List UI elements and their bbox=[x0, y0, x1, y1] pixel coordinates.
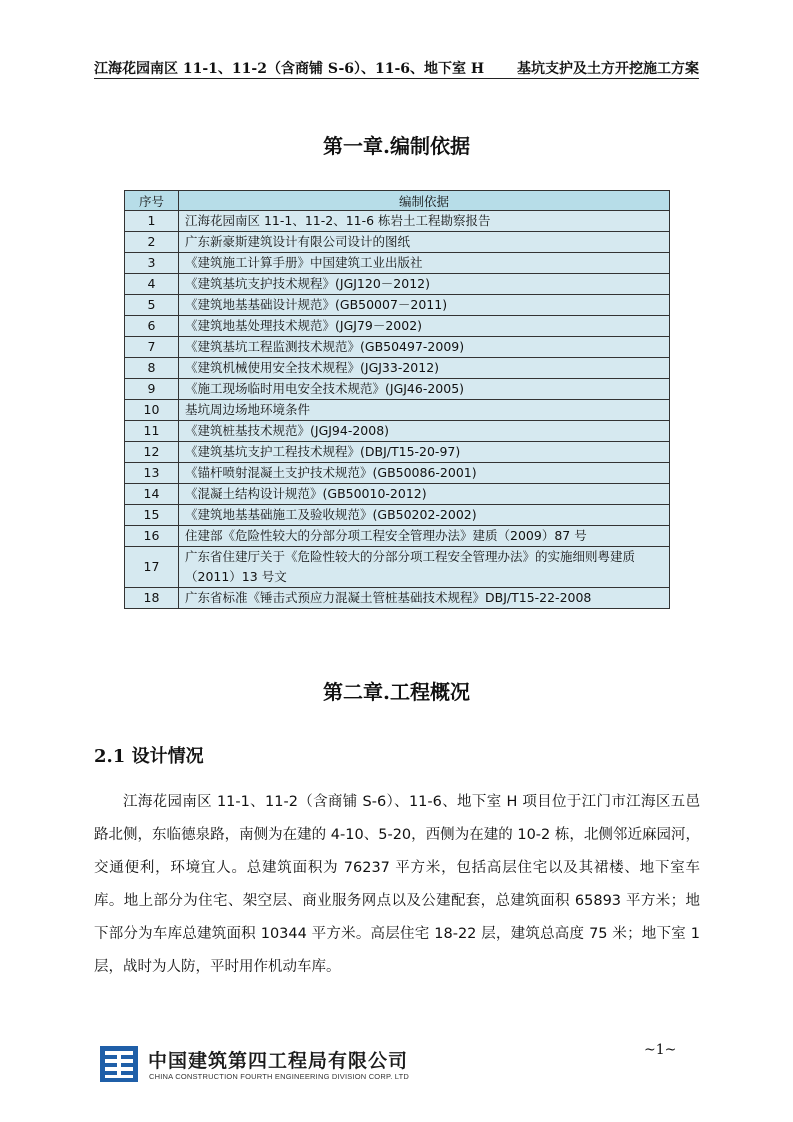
row-basis-text: 《施工现场临时用电安全技术规范》(JGJ46-2005) bbox=[179, 379, 670, 400]
row-number: 1 bbox=[125, 211, 179, 232]
row-number: 7 bbox=[125, 337, 179, 358]
row-number: 3 bbox=[125, 253, 179, 274]
table-row bbox=[125, 232, 670, 253]
table-row bbox=[125, 421, 670, 442]
row-basis-text: 《锚杆喷射混凝土支护技术规范》(GB50086-2001) bbox=[179, 463, 670, 484]
row-basis-text: 《建筑施工计算手册》中国建筑工业出版社 bbox=[179, 253, 670, 274]
section-2-1-title: 2.1 设计情况 bbox=[94, 746, 204, 767]
table-row bbox=[125, 400, 670, 421]
row-number: 16 bbox=[125, 526, 179, 547]
page-header bbox=[94, 58, 699, 79]
table-row bbox=[125, 295, 670, 316]
table-row bbox=[125, 588, 670, 609]
row-basis-text: 《建筑基坑支护工程技术规程》(DBJ/T15-20-97) bbox=[179, 442, 670, 463]
row-number: 2 bbox=[125, 232, 179, 253]
row-basis-text: 《混凝土结构设计规范》(GB50010-2012) bbox=[179, 484, 670, 505]
row-basis-text: 基坑周边场地环境条件 bbox=[179, 400, 670, 421]
basis-table bbox=[124, 190, 670, 609]
header-document-title: 基坑支护及土方开挖施工方案 bbox=[517, 61, 699, 77]
footer-company-en: CHINA CONSTRUCTION FOURTH ENGINEERING DIVISION CORP. LTD bbox=[149, 1072, 409, 1081]
header-project-name: 江海花园南区 11-1、11-2（含商铺 S-6）、11-6、地下室 H bbox=[94, 61, 485, 77]
row-basis-text: 江海花园南区 11-1、11-2、11-6 栋岩土工程勘察报告 bbox=[179, 211, 670, 232]
row-number: 14 bbox=[125, 484, 179, 505]
table-row bbox=[125, 379, 670, 400]
table-row bbox=[125, 358, 670, 379]
table-row bbox=[125, 316, 670, 337]
row-basis-text: 广东省住建厅关于《危险性较大的分部分项工程安全管理办法》的实施细则粤建质（2011）13 号文 bbox=[179, 547, 670, 588]
row-number: 8 bbox=[125, 358, 179, 379]
row-basis-text: 《建筑地基基础施工及验收规范》(GB50202-2002) bbox=[179, 505, 670, 526]
table-row bbox=[125, 505, 670, 526]
section-2-1-paragraph: 江海花园南区 11-1、11-2（含商铺 S-6）、11-6、地下室 H 项目位于江门市江海区五邑路北侧，东临德泉路，南侧为在建的 4-10、5-20，西侧为在建的 10-2 栋，北侧邻近麻园河，交通便利，环境宜人。总建筑面积为 76237 平方米，包括高层住宅以及其裙楼、地下室车库。地上部分为住宅、架空层、商业服务网点以及公建配套，总建筑面积 65893 平方米；地下部分为车库总建筑面积 10344 平方米。高层住宅 18-22 层，建筑总高度 75 米；地下室 1 层，战时为人防，平时用作机动车库。 bbox=[94, 794, 700, 975]
cscec-logo-icon bbox=[100, 1046, 138, 1082]
row-basis-text: 《建筑地基基础设计规范》(GB50007－2011) bbox=[179, 295, 670, 316]
chapter-2-title: 第二章.工程概况 bbox=[323, 680, 470, 704]
row-number: 15 bbox=[125, 505, 179, 526]
row-number: 18 bbox=[125, 588, 179, 609]
row-basis-text: 《建筑地基处理技术规范》(JGJ79－2002) bbox=[179, 316, 670, 337]
row-basis-text: 广东省标准《锤击式预应力混凝土管桩基础技术规程》DBJ/T15-22-2008 bbox=[179, 588, 670, 609]
row-number: 17 bbox=[125, 547, 179, 588]
row-number: 10 bbox=[125, 400, 179, 421]
footer-company-cn: 中国建筑第四工程局有限公司 bbox=[148, 1050, 409, 1072]
row-basis-text: 《建筑桩基技术规范》(JGJ94-2008) bbox=[179, 421, 670, 442]
row-basis-text: 《建筑基坑工程监测技术规范》(GB50497-2009) bbox=[179, 337, 670, 358]
row-number: 9 bbox=[125, 379, 179, 400]
row-number: 4 bbox=[125, 274, 179, 295]
row-number: 13 bbox=[125, 463, 179, 484]
page-number: ~1~ bbox=[644, 1042, 677, 1058]
row-basis-text: 《建筑基坑支护技术规程》(JGJ120－2012) bbox=[179, 274, 670, 295]
row-number: 11 bbox=[125, 421, 179, 442]
table-row bbox=[125, 274, 670, 295]
chapter-1-title: 第一章.编制依据 bbox=[323, 134, 470, 158]
row-number: 5 bbox=[125, 295, 179, 316]
table-row bbox=[125, 337, 670, 358]
table-row bbox=[125, 547, 670, 588]
row-basis-text: 住建部《危险性较大的分部分项工程安全管理办法》建质（2009）87 号 bbox=[179, 526, 670, 547]
col-header-basis: 编制依据 bbox=[179, 191, 670, 211]
col-header-number: 序号 bbox=[125, 191, 179, 211]
table-row bbox=[125, 484, 670, 505]
row-number: 6 bbox=[125, 316, 179, 337]
row-number: 12 bbox=[125, 442, 179, 463]
table-row bbox=[125, 442, 670, 463]
table-header-row bbox=[125, 191, 670, 211]
table-row bbox=[125, 463, 670, 484]
row-basis-text: 广东新豪斯建筑设计有限公司设计的图纸 bbox=[179, 232, 670, 253]
table-row bbox=[125, 211, 670, 232]
table-row bbox=[125, 253, 670, 274]
table-row bbox=[125, 526, 670, 547]
row-basis-text: 《建筑机械使用安全技术规程》(JGJ33-2012) bbox=[179, 358, 670, 379]
